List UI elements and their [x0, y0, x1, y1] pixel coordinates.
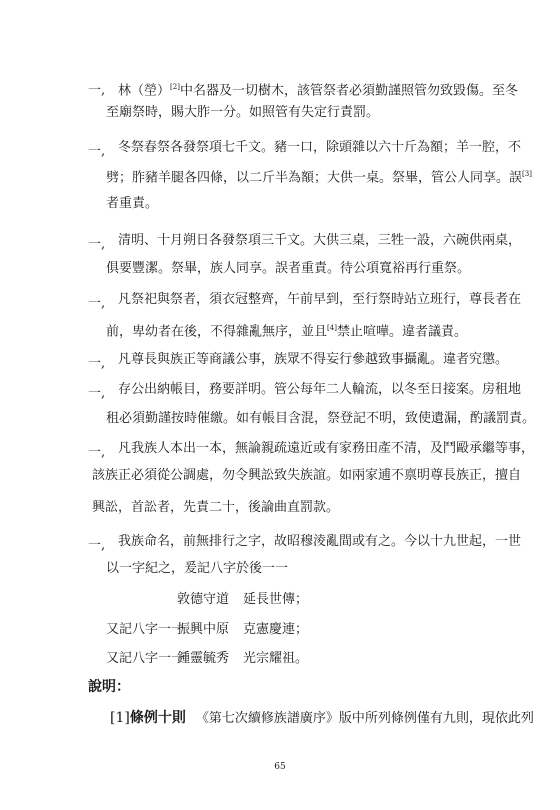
bullet-marker: 一,: [88, 386, 106, 401]
generation-words-b: 延長世傳；: [243, 592, 309, 607]
note-text: 《第七次續修族譜廣序》版中所列條例僅有九則，現依此列: [195, 711, 534, 726]
footnote-ref: [2]: [170, 83, 180, 91]
rule-3-line-1: 清明、十月朔日各發祭項三千文。大供三桌，三牲一設，六碗供兩桌，: [118, 233, 522, 248]
text-run: 中名器及一切樹木，該管祭者必須勤謹照管勿致毀傷。至冬: [179, 83, 518, 99]
rule-5-line-1: 凡尊長與族正等商議公事，族眾不得妄行參越致事攝亂。違者究懲。: [118, 352, 509, 367]
generation-words-a: 鍾靈毓秀: [177, 651, 230, 666]
bullet-marker: 一,: [88, 538, 106, 553]
rule-7-line-3: 興訟，首訟者，先責二十，後論曲直罰款。: [92, 500, 340, 515]
rule-7-line-2: 該族正必須從公調處，勿令興訟致失族誼。如兩家逋不禀明尊長族正，擅自: [92, 468, 522, 483]
note-1: [110, 710, 534, 727]
note-ref: [1]: [110, 710, 130, 726]
rule-2-line-1: 冬祭春祭各發祭項七千文。豬一口，除頭雜以六十斤為額；羊一腔，不: [118, 140, 522, 155]
footnote-ref: [3]: [522, 170, 532, 178]
bullet-marker: 一,: [88, 83, 106, 98]
rule-4-line-1: 凡祭祀與祭者，須衣冠整齊，午前早到，至行祭時站立班行，尊長者在: [118, 292, 522, 307]
bullet-marker: 一,: [88, 445, 106, 460]
generation-label: 又記八字一一: [106, 651, 185, 666]
note-title: 條例十則: [129, 710, 186, 726]
rule-7-line-1: 凡我族人本出一本，無論親疏遠近或有家務田產不清，及鬥毆承繼等事，: [118, 441, 535, 456]
rule-2-line-3: 者重責。: [106, 196, 159, 211]
rule-6-line-2: 租必須勤謹按時催繳。如有帳目含混，祭登記不明，致使遺漏，酌議罰責。: [106, 411, 536, 426]
rule-6-line-1: 存公出納帳目，務要詳明。管公每年二人輪流，以冬至日接案。房租地: [118, 382, 522, 397]
rule-3-line-2: 俱要豐潔。祭畢，族人同享。誤者重責。待公項寬裕再行重祭。: [106, 261, 471, 276]
bullet-marker: 一,: [88, 356, 106, 371]
generation-words-b: 光宗耀祖。: [243, 651, 309, 666]
page-number: 65: [274, 762, 286, 772]
bullet-marker: 一,: [88, 296, 106, 311]
bullet-marker: 一,: [88, 144, 106, 159]
bullet-marker: 一,: [88, 237, 106, 252]
rule-8-line-2: 以一字紀之，爰記八字於後一一: [106, 561, 289, 576]
generation-label: 又記八字一一: [106, 622, 185, 637]
text-run: 劈；胙豬羊腿各四條，以二斤半為額；大供一桌。祭畢，管公人同享。誤: [106, 170, 523, 186]
text-run: 林（塋）: [118, 83, 171, 99]
rule-4-line-2: [106, 320, 467, 340]
rule-8-line-1: 我族命名，前無排行之字，故昭穆淩亂間或有之。今以十九世起，一世: [118, 534, 522, 549]
generation-words-a: 敦德守道: [177, 592, 230, 607]
generation-words-a: 振興中原: [177, 622, 230, 637]
footnote-ref: [4]: [327, 324, 337, 332]
text-run: 禁止喧嘩。違者議責。: [336, 324, 467, 340]
rule-1-line-2: 至廟祭時，賜大胙一分。如照管有失定行責罰。: [106, 105, 380, 120]
text-run: 前，卑幼者在後，不得雜亂無序，並且: [106, 324, 328, 340]
rule-2-line-2: [106, 166, 532, 186]
generation-words-b: 克憲慶連；: [243, 622, 309, 637]
notes-heading: 說明：: [88, 679, 130, 695]
rule-1-line-1: [118, 79, 518, 99]
